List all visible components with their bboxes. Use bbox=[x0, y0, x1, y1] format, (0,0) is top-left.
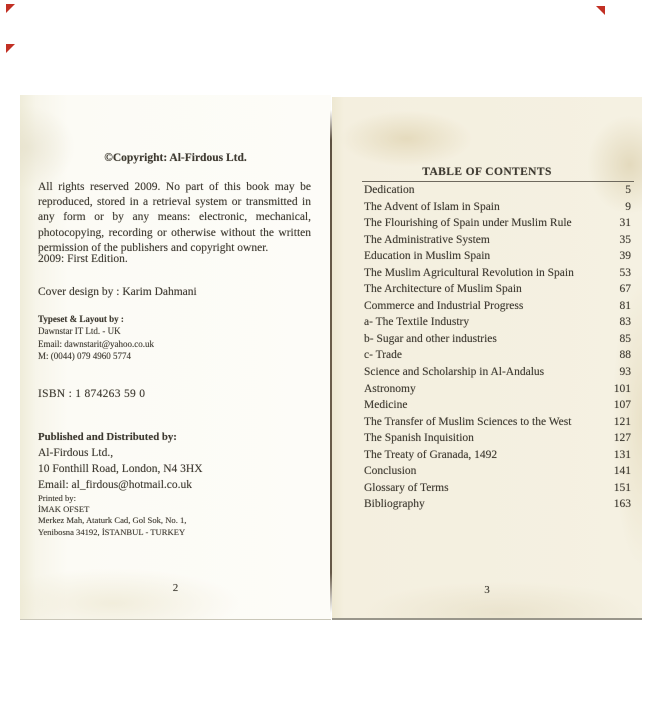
toc-entry-title: Bibliography bbox=[364, 498, 425, 511]
toc-title-rule bbox=[362, 181, 634, 182]
corner-mark-icon bbox=[6, 4, 15, 13]
toc-title: TABLE OF CONTENTS bbox=[422, 166, 552, 178]
corner-mark-icon bbox=[6, 44, 15, 53]
toc-entry-page-number: 31 bbox=[619, 217, 631, 230]
copyright-title: ©Copyright: Al-Firdous Ltd. bbox=[104, 152, 247, 164]
toc-entry-title: Dedication bbox=[364, 184, 415, 196]
toc-entry-page-number: 101 bbox=[613, 382, 631, 395]
contents-page bbox=[332, 97, 642, 620]
toc-entry-page-number: 39 bbox=[619, 250, 631, 263]
toc-entry-title: a- The Textile Industry bbox=[364, 316, 470, 329]
rights-paragraph: All rights reserved 2009. No part of this book may be reproduced, stored in a retrieval system or transmitted in any form or by any means: electronic, mechanical, photocopying, recording or otherwise without the written permission of the publishers and copyright owner. bbox=[38, 181, 311, 254]
toc-entry-title: Astronomy bbox=[364, 382, 416, 395]
toc-entry-row bbox=[364, 333, 631, 350]
typeset-line: Email: dawnstarit@yahoo.co.uk bbox=[38, 338, 155, 349]
toc-entry-row bbox=[364, 432, 631, 449]
toc-entry-page-number: 141 bbox=[613, 465, 631, 478]
toc-entry-page-number: 85 bbox=[619, 332, 631, 345]
toc-entry-row bbox=[364, 465, 631, 482]
printer-line: Merkez Mah, Ataturk Cad, Gol Sok, No. 1, bbox=[38, 515, 187, 526]
printer-line: İMAK OFSET bbox=[38, 504, 90, 515]
toc-entry-row bbox=[364, 366, 631, 383]
toc-entry-row bbox=[364, 250, 631, 267]
isbn-line: ISBN : 1 874263 59 0 bbox=[38, 388, 146, 400]
toc-entry-page-number: 163 bbox=[613, 498, 631, 511]
printer-line: Yenibosna 34192, İSTANBUL - TURKEY bbox=[38, 526, 186, 537]
toc-entry-row bbox=[364, 300, 631, 317]
toc-entry-page-number: 127 bbox=[613, 432, 631, 445]
toc-entry-title: The Transfer of Muslim Sciences to the West bbox=[364, 415, 572, 428]
toc-entry-page-number: 67 bbox=[619, 283, 631, 296]
printer-block bbox=[38, 493, 186, 538]
toc-entry-row bbox=[364, 349, 631, 366]
typeset-lines bbox=[38, 325, 154, 362]
typeset-line: M: (0044) 079 4960 5774 bbox=[38, 350, 131, 361]
toc-entry-page-number: 5 bbox=[625, 184, 631, 196]
publisher-line: Al-Firdous Ltd., bbox=[38, 447, 114, 459]
toc-entry-row bbox=[364, 217, 631, 234]
toc-entry-row bbox=[364, 283, 631, 300]
toc-entry-page-number: 53 bbox=[619, 266, 631, 279]
toc-entry-row bbox=[364, 184, 631, 201]
toc-entry-page-number: 93 bbox=[619, 366, 631, 379]
toc-entry-row bbox=[364, 267, 631, 284]
toc-entry-title: The Muslim Agricultural Revolution in Spain bbox=[364, 266, 574, 279]
toc-entry-page-number: 151 bbox=[613, 481, 631, 494]
publisher-line: Email: al_firdous@hotmail.co.uk bbox=[38, 479, 192, 491]
typeset-block bbox=[38, 313, 154, 362]
toc-list bbox=[364, 184, 631, 515]
publisher-block bbox=[38, 429, 203, 493]
typeset-line: Dawnstar IT Ltd. - UK bbox=[38, 326, 121, 337]
publisher-line: 10 Fonthill Road, London, N4 3HX bbox=[38, 463, 203, 475]
toc-entry-page-number: 83 bbox=[619, 316, 631, 329]
toc-entry-row bbox=[364, 449, 631, 466]
toc-entry-row bbox=[364, 416, 631, 433]
page-number-left: 2 bbox=[172, 582, 179, 594]
printer-heading: Printed by: bbox=[38, 493, 76, 503]
toc-entry-title: b- Sugar and other industries bbox=[364, 332, 497, 345]
toc-entry-row bbox=[364, 482, 631, 499]
corner-mark-icon bbox=[596, 6, 605, 15]
toc-entry-title: c- Trade bbox=[364, 349, 403, 362]
toc-entry-title: Conclusion bbox=[364, 465, 417, 478]
publisher-heading: Published and Distributed by: bbox=[38, 431, 177, 443]
printer-lines bbox=[38, 504, 186, 538]
toc-entry-title: Commerce and Industrial Progress bbox=[364, 299, 524, 312]
toc-entry-page-number: 107 bbox=[613, 399, 631, 412]
typeset-heading: Typeset & Layout by : bbox=[38, 314, 124, 324]
toc-entry-title: The Flourishing of Spain under Muslim Rule bbox=[364, 217, 572, 230]
toc-entry-title: The Architecture of Muslim Spain bbox=[364, 283, 522, 296]
toc-entry-page-number: 81 bbox=[619, 299, 631, 312]
cover-design-line: Cover design by : Karim Dahmani bbox=[38, 286, 197, 298]
toc-entry-page-number: 131 bbox=[613, 448, 631, 461]
page-number-right: 3 bbox=[484, 584, 490, 596]
toc-entry-title: Science and Scholarship in Al-Andalus bbox=[364, 366, 545, 379]
publisher-lines bbox=[38, 445, 203, 493]
edition-line: 2009: First Edition. bbox=[38, 253, 128, 265]
toc-entry-row bbox=[364, 316, 631, 333]
toc-entry-row bbox=[364, 399, 631, 416]
toc-entry-row bbox=[364, 201, 631, 218]
toc-entry-row bbox=[364, 383, 631, 400]
toc-entry-title: The Spanish Inquisition bbox=[364, 432, 474, 445]
toc-entry-page-number: 88 bbox=[619, 349, 631, 362]
toc-entry-title: The Treaty of Granada, 1492 bbox=[364, 448, 498, 461]
toc-entry-row bbox=[364, 498, 631, 515]
toc-entry-title: Medicine bbox=[364, 399, 408, 412]
toc-entry-title: The Advent of Islam in Spain bbox=[364, 200, 500, 213]
toc-entry-page-number: 9 bbox=[625, 200, 631, 213]
toc-entry-title: Education in Muslim Spain bbox=[364, 250, 491, 263]
toc-entry-title: Glossary of Terms bbox=[364, 481, 449, 494]
toc-entry-row bbox=[364, 234, 631, 251]
toc-entry-title: The Administrative System bbox=[364, 233, 490, 246]
copyright-page bbox=[20, 95, 331, 620]
toc-entry-page-number: 35 bbox=[619, 233, 631, 246]
toc-entry-page-number: 121 bbox=[613, 415, 631, 428]
